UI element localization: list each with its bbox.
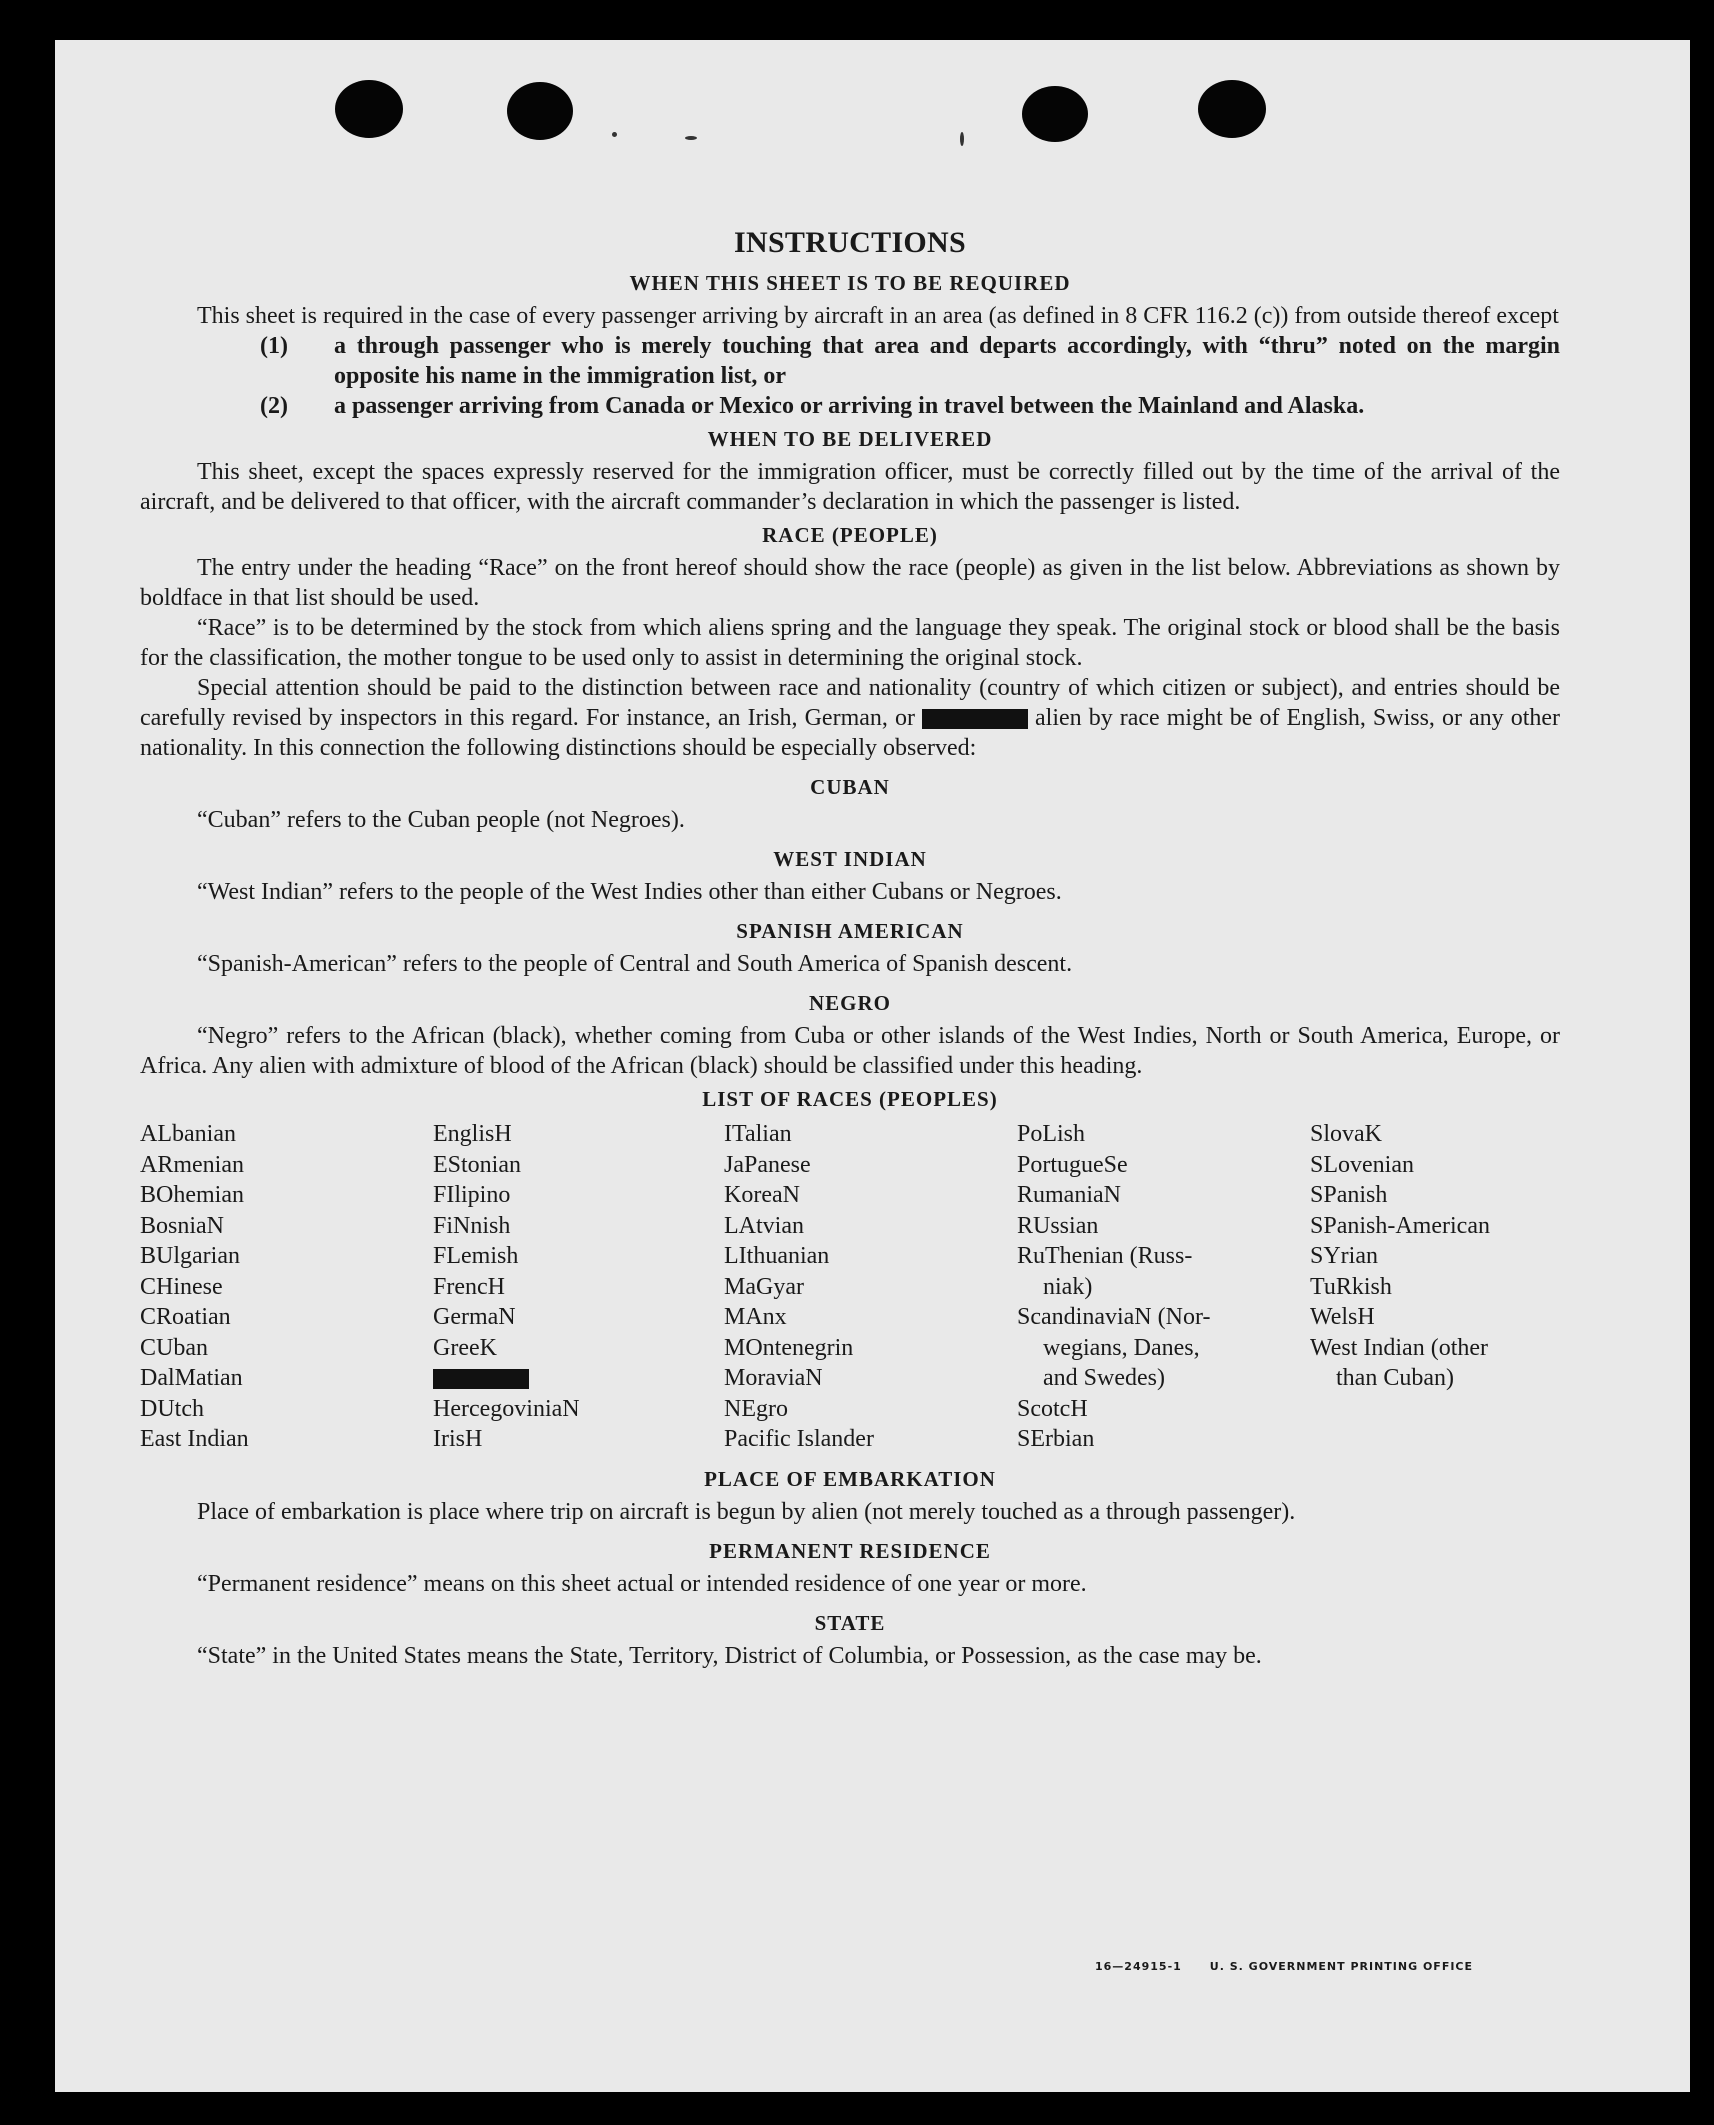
list-item: LIthuanian bbox=[724, 1243, 830, 1269]
list-item: BUlgarian bbox=[140, 1243, 240, 1269]
punch-hole bbox=[507, 82, 573, 140]
negro-text: “Negro” refers to the African (black), whether coming from Cuba or other islands of the West Indies, North or South America, Europe, or Africa. Any alien with admixture of blood of the African (black) should be classified under this heading. bbox=[140, 1023, 1560, 1079]
list-item: FiNnish bbox=[433, 1212, 511, 1239]
west-indian-text: “West Indian” refers to the people of the West Indies other than either Cubans or Negroes. bbox=[197, 879, 1062, 905]
list-item: PoLish bbox=[1017, 1121, 1086, 1147]
spanish-american-text: “Spanish-American” refers to the people of Central and South America of Spanish descent. bbox=[197, 951, 1073, 977]
list-item: SErbian bbox=[1017, 1426, 1095, 1452]
list-item: FLemish bbox=[433, 1243, 519, 1269]
list-item: FIlipino bbox=[433, 1182, 511, 1208]
heading-west-indian: WEST INDIAN bbox=[773, 847, 927, 871]
redaction-mark bbox=[433, 1369, 529, 1389]
page-title: INSTRUCTIONS bbox=[734, 226, 966, 259]
document-sheet bbox=[55, 40, 1690, 2092]
list-item: RumaniaN bbox=[1017, 1182, 1121, 1208]
item-number: (2) bbox=[260, 393, 288, 419]
list-item: West Indian (other bbox=[1310, 1334, 1489, 1361]
list-item: DalMatian bbox=[140, 1365, 243, 1391]
exception-item-2 bbox=[260, 391, 1560, 421]
heading-race: RACE (PEOPLE) bbox=[762, 523, 938, 547]
print-footer bbox=[1095, 1960, 1501, 1973]
races-column-4 bbox=[1017, 1119, 1310, 1455]
cuban-text: “Cuban” refers to the Cuban people (not Negroes). bbox=[197, 807, 685, 833]
list-item: MAnx bbox=[724, 1304, 787, 1330]
heading-races-list: LIST OF RACES (PEOPLES) bbox=[702, 1087, 998, 1111]
list-item: SlovaK bbox=[1310, 1121, 1382, 1147]
list-item: LAtvian bbox=[724, 1212, 804, 1239]
list-item: WelsH bbox=[1310, 1304, 1375, 1330]
list-item-redacted bbox=[433, 1363, 724, 1394]
race-paragraph-2: “Race” is to be determined by the stock from which aliens spring and the language they speak. The original stock or blood shall be the basis for the classification, the mother tongue to be used only to assist in determining the original stock. bbox=[140, 615, 1560, 671]
list-item-continuation: and Swedes) bbox=[1043, 1365, 1165, 1391]
races-column-3 bbox=[724, 1119, 1017, 1455]
list-item-continuation: wegians, Danes, bbox=[1043, 1334, 1200, 1361]
list-item: TuRkish bbox=[1310, 1273, 1392, 1300]
list-item: ScandinaviaN (Nor- bbox=[1017, 1304, 1211, 1330]
delivered-text: This sheet, except the spaces expressly reserved for the immigration officer, must be correctly filled out by the time of the arrival of the aircraft, and be delivered to that officer, with the aircraft commander’s declaration in which the passenger is listed. bbox=[140, 459, 1560, 515]
list-item-continuation: niak) bbox=[1043, 1273, 1093, 1300]
heading-embarkation: PLACE OF EMBARKATION bbox=[704, 1466, 996, 1491]
list-item: Pacific Islander bbox=[724, 1426, 874, 1452]
residence-text: “Permanent residence” means on this sheet actual or intended residence of one year or more. bbox=[197, 1570, 1087, 1597]
races-list bbox=[140, 1119, 1560, 1455]
list-item: CUban bbox=[140, 1334, 208, 1361]
heading-delivered: WHEN TO BE DELIVERED bbox=[707, 427, 993, 451]
list-item: PortugueSe bbox=[1017, 1151, 1128, 1178]
list-item: ALbanian bbox=[140, 1121, 236, 1147]
speck bbox=[685, 136, 697, 140]
state-text: “State” in the United States means the State, Territory, District of Columbia, or Possession, as the case may be. bbox=[197, 1642, 1262, 1669]
list-item: BosniaN bbox=[140, 1212, 224, 1239]
list-item: ITalian bbox=[724, 1121, 792, 1147]
list-item: CRoatian bbox=[140, 1304, 231, 1330]
list-item: CHinese bbox=[140, 1273, 223, 1300]
list-item: SLovenian bbox=[1310, 1151, 1414, 1178]
punch-hole bbox=[1022, 86, 1088, 142]
item-number: (1) bbox=[260, 333, 288, 359]
list-item: NEgro bbox=[724, 1395, 788, 1422]
document-body bbox=[140, 185, 1560, 1671]
required-intro: This sheet is required in the case of every passenger arriving by aircraft in an area (as defined in 8 CFR 116.2 (c)) from outside thereof except bbox=[197, 303, 1559, 329]
punch-hole bbox=[335, 80, 403, 138]
list-item: KoreaN bbox=[724, 1182, 800, 1208]
list-item: GermaN bbox=[433, 1304, 516, 1330]
heading-spanish-american: SPANISH AMERICAN bbox=[736, 919, 964, 943]
list-item: BOhemian bbox=[140, 1182, 244, 1208]
heading-state: STATE bbox=[814, 1610, 886, 1635]
list-item: ARmenian bbox=[140, 1151, 244, 1178]
speck bbox=[960, 132, 964, 146]
redaction-mark bbox=[922, 709, 1028, 729]
list-item: JaPanese bbox=[724, 1151, 811, 1178]
form-number: 16—24915-1 bbox=[1095, 1960, 1182, 1973]
punch-hole bbox=[1198, 80, 1266, 138]
heading-cuban: CUBAN bbox=[810, 775, 890, 799]
printer-credit: U. S. GOVERNMENT PRINTING OFFICE bbox=[1209, 1960, 1474, 1973]
list-item: SPanish-American bbox=[1310, 1212, 1490, 1239]
list-item: ScotcH bbox=[1017, 1395, 1088, 1422]
list-item: IrisH bbox=[433, 1426, 483, 1452]
list-item: RUssian bbox=[1017, 1212, 1099, 1239]
list-item: GreeK bbox=[433, 1334, 497, 1361]
list-item: SYrian bbox=[1310, 1243, 1378, 1269]
embarkation-text: Place of embarkation is place where trip on aircraft is begun by alien (not merely touched as a through passenger). bbox=[197, 1498, 1296, 1525]
heading-negro: NEGRO bbox=[808, 991, 891, 1015]
list-item: EnglisH bbox=[433, 1121, 512, 1147]
exception-item-1 bbox=[260, 331, 1560, 391]
heading-residence: PERMANENT RESIDENCE bbox=[709, 1538, 991, 1563]
races-column-5 bbox=[1310, 1119, 1560, 1455]
item-text: a through passenger who is merely touching that area and departs accordingly, with “thru” noted on the margin opposite his name in the immigration list, or bbox=[334, 333, 1560, 389]
race-paragraph-3: Special attention should be paid to the distinction between race and nationality (country of which citizen or subject), and entries should be carefully revised by inspectors in this regard. For instance, an Irish, German, or alien by race might be of English, Swiss, or any other nationality. In this connection the following distinctions should be especially observed: bbox=[140, 675, 1561, 761]
races-column-1 bbox=[140, 1119, 433, 1455]
list-item: RuThenian (Russ- bbox=[1017, 1243, 1193, 1269]
list-item: EStonian bbox=[433, 1151, 521, 1178]
list-item: FrencH bbox=[433, 1273, 505, 1300]
races-column-2 bbox=[433, 1119, 724, 1455]
item-text: a passenger arriving from Canada or Mexico or arriving in travel between the Mainland and Alaska. bbox=[334, 393, 1365, 419]
list-item: MoraviaN bbox=[724, 1365, 823, 1391]
list-item: SPanish bbox=[1310, 1182, 1388, 1208]
speck bbox=[612, 132, 617, 137]
list-item: MOntenegrin bbox=[724, 1334, 854, 1361]
race-paragraph-1: The entry under the heading “Race” on the front hereof should show the race (people) as given in the list below. Abbreviations as shown by boldface in that list should be used. bbox=[140, 555, 1560, 611]
list-item: East Indian bbox=[140, 1426, 249, 1452]
list-item: HercegoviniaN bbox=[433, 1395, 580, 1422]
list-item: DUtch bbox=[140, 1395, 204, 1422]
heading-required: WHEN THIS SHEET IS TO BE REQUIRED bbox=[629, 271, 1071, 295]
list-item: MaGyar bbox=[724, 1273, 804, 1300]
list-item-continuation: than Cuban) bbox=[1336, 1365, 1454, 1391]
